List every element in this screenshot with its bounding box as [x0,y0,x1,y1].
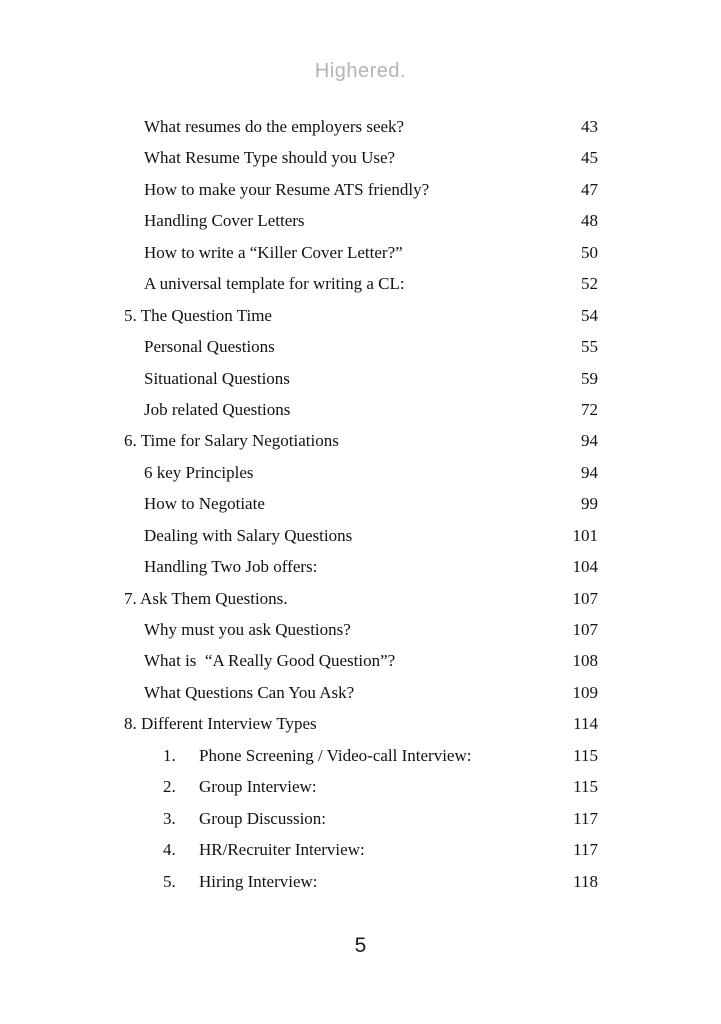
toc-row [124,205,598,236]
toc-item-label: A universal template for writing a CL: [144,274,405,294]
toc-item-label: What is “A Really Good Question”? [144,651,396,671]
toc-item-label: Why must you ask Questions? [144,620,351,639]
toc-item-label: Group Discussion: [199,808,327,828]
toc-item-page: 52 [581,274,598,294]
toc-item-label: Dealing with Salary Questions [144,525,353,545]
toc-item-label: Phone Screening / Video-call Interview: [199,745,472,765]
toc-item-label: What Resume Type should you Use? [144,148,396,168]
toc-item-page: 115 [573,777,598,797]
toc-row [124,677,598,708]
toc-item-label: Personal Questions [144,337,275,357]
toc-item-page: 107 [572,588,598,608]
toc-item-label: What resumes do the employers seek? [144,117,405,136]
toc-row [124,488,598,519]
toc-item-page: 54 [581,305,598,325]
toc-item-page: 59 [581,368,598,388]
toc-row [124,174,598,205]
toc-item-page: 50 [581,242,598,262]
toc-row [124,111,598,142]
toc-item-label: How to Negotiate [144,494,265,514]
toc-row [124,740,598,771]
toc-row [124,866,598,897]
table-of-contents [124,111,598,897]
toc-row [124,268,598,299]
toc-item-label: 5. The Question Time [124,305,272,325]
toc-row [124,645,598,676]
toc-item-number: 1. [163,745,176,765]
toc-item-label: Handling Cover Letters [144,211,305,231]
toc-item-label: 7. Ask Them Questions. [124,588,288,608]
toc-row [124,614,598,645]
toc-item-page: 104 [572,557,598,577]
toc-row [124,237,598,268]
toc-item-label: What Questions Can You Ask? [144,682,355,702]
toc-item-label: 6 key Principles [144,462,254,482]
toc-item-label: How to write a “Killer Cover Letter?” [144,242,403,262]
toc-item-number: 3. [163,808,176,828]
toc-item-page: 115 [573,745,598,765]
toc-item-number: 5. [163,871,176,891]
toc-item-page: 99 [581,494,598,514]
toc-item-label: Job related Questions [144,399,291,419]
toc-item-label: 8. Different Interview Types [124,714,317,734]
toc-item-page: 114 [573,714,598,734]
toc-item-page: 117 [573,840,598,860]
toc-item-page: 43 [581,117,598,136]
toc-item-label: Handling Two Job offers: [144,557,318,577]
toc-item-page: 47 [581,179,598,199]
toc-row [124,457,598,488]
toc-row [124,771,598,802]
toc-item-number: 4. [163,840,176,860]
toc-item-label: How to make your Resume ATS friendly? [144,179,430,199]
toc-item-page: 117 [573,808,598,828]
toc-item-page: 94 [581,462,598,482]
toc-item-page: 109 [572,682,598,702]
toc-item-label: Situational Questions [144,368,290,388]
toc-row [124,520,598,551]
toc-row [124,834,598,865]
toc-row [124,708,598,739]
toc-item-page: 108 [572,651,598,671]
toc-item-label: Group Interview: [199,777,317,797]
toc-item-page: 118 [573,871,598,891]
toc-item-page: 55 [581,337,598,357]
running-header: Highered. [314,60,407,82]
toc-item-page: 72 [581,399,598,419]
toc-item-label: HR/Recruiter Interview: [199,840,365,860]
toc-item-page: 45 [581,148,598,168]
toc-item-number: 2. [163,777,176,797]
toc-row [124,551,598,582]
toc-item-page: 94 [581,431,598,451]
toc-row [124,363,598,394]
toc-item-page: 107 [572,620,598,639]
toc-item-label: 6. Time for Salary Negotiations [124,431,339,451]
toc-row [124,394,598,425]
toc-item-page: 101 [572,525,598,545]
toc-row [124,300,598,331]
footer-page-number: 5 [354,934,367,957]
toc-item-page: 48 [581,211,598,231]
toc-row [124,142,598,173]
toc-row [124,803,598,834]
toc-item-label: Hiring Interview: [199,871,318,891]
toc-row [124,331,598,362]
toc-row [124,425,598,456]
toc-row [124,583,598,614]
